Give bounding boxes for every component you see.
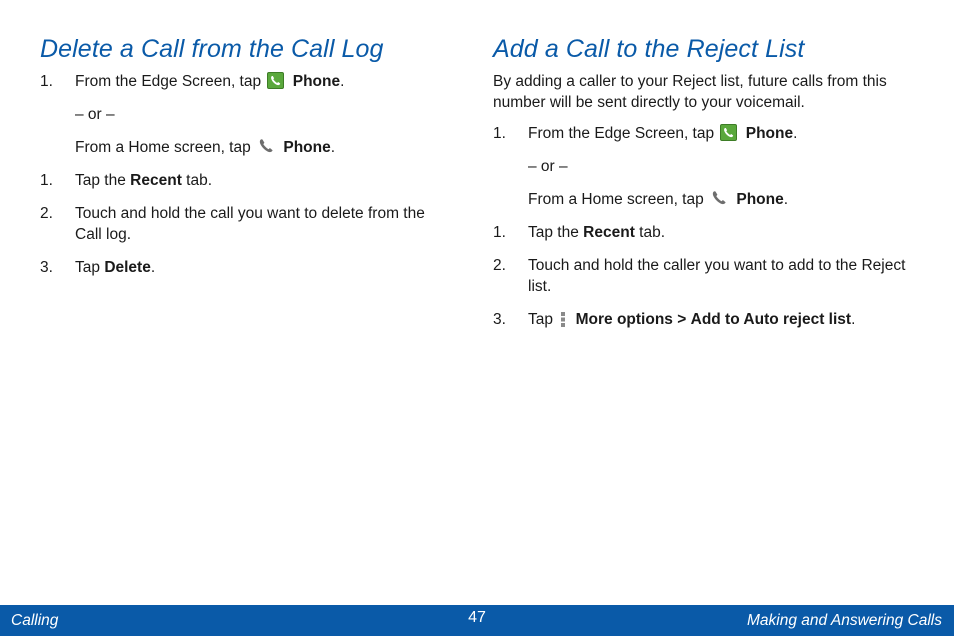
step-bold: Recent [130, 172, 182, 189]
step-text: Tap the [75, 172, 126, 189]
step-text: Tap [528, 311, 553, 328]
step-text: tab. [639, 224, 666, 241]
step-number: 1. [493, 125, 506, 142]
step-bold: Phone [283, 139, 331, 156]
step-bold: Phone [745, 125, 794, 142]
step-text: From the Edge Screen, tap [75, 73, 262, 90]
footer-chapter: Calling [11, 612, 59, 629]
step-number: 3. [493, 311, 506, 328]
step-separator: > [677, 311, 687, 328]
step-text: Touch and hold the call you want to delete from the Call log. [75, 205, 425, 243]
step-number: 1. [40, 73, 53, 90]
step-bold: More options [575, 311, 673, 328]
left-step-1 [40, 71, 445, 158]
phone-handset-icon [710, 189, 728, 207]
step-text: Tap [75, 259, 100, 276]
right-column [493, 34, 913, 342]
step-text: Touch and hold the caller you want to add to the Reject list. [528, 257, 906, 295]
step-bold: Recent [583, 224, 635, 241]
step-number: 2. [40, 205, 53, 222]
step-text: From a Home screen, tap [75, 139, 251, 156]
right-step-2 [493, 255, 913, 297]
phone-app-icon [720, 124, 737, 141]
step-text: . [793, 125, 798, 142]
alt-step [528, 189, 913, 210]
right-intro: By adding a caller to your Reject list, future calls from this number will be sent directly to your voicemail. [493, 73, 887, 111]
footer-section: Making and Answering Calls [747, 612, 942, 629]
or-separator: – or – [75, 106, 115, 123]
phone-app-icon [267, 72, 284, 89]
left-step-3 [40, 257, 445, 278]
phone-handset-icon [257, 137, 275, 155]
step-text: From a Home screen, tap [528, 191, 704, 208]
step-text: . [150, 259, 156, 276]
or-separator: – or – [528, 158, 568, 175]
right-step-1 [493, 123, 913, 210]
left-heading: Delete a Call from the Call Log [40, 35, 384, 63]
left-column [40, 34, 445, 290]
step-text: tab. [186, 172, 213, 189]
step-text: From the Edge Screen, tap [528, 125, 715, 142]
step-text: Tap the [528, 224, 579, 241]
left-step-2 [40, 203, 445, 245]
page-footer [0, 605, 954, 636]
left-step-recent [40, 170, 445, 191]
page-number: 47 [468, 609, 486, 626]
step-bold: Phone [292, 73, 341, 90]
right-step-3 [493, 309, 913, 330]
right-step-recent [493, 222, 913, 243]
right-heading: Add a Call to the Reject List [493, 35, 805, 63]
step-bold: Phone [736, 191, 784, 208]
step-text: . [330, 139, 336, 156]
step-number: 2. [493, 257, 506, 274]
step-number: 1. [40, 172, 53, 189]
step-bold: Add to Auto reject list [690, 311, 852, 328]
step-bold: Delete [104, 259, 151, 276]
more-options-icon [559, 310, 567, 328]
alt-step [75, 137, 445, 158]
step-text: . [783, 191, 789, 208]
step-text: . [851, 311, 856, 328]
step-number: 1. [493, 224, 506, 241]
step-text: . [340, 73, 345, 90]
step-number: 3. [40, 259, 53, 276]
